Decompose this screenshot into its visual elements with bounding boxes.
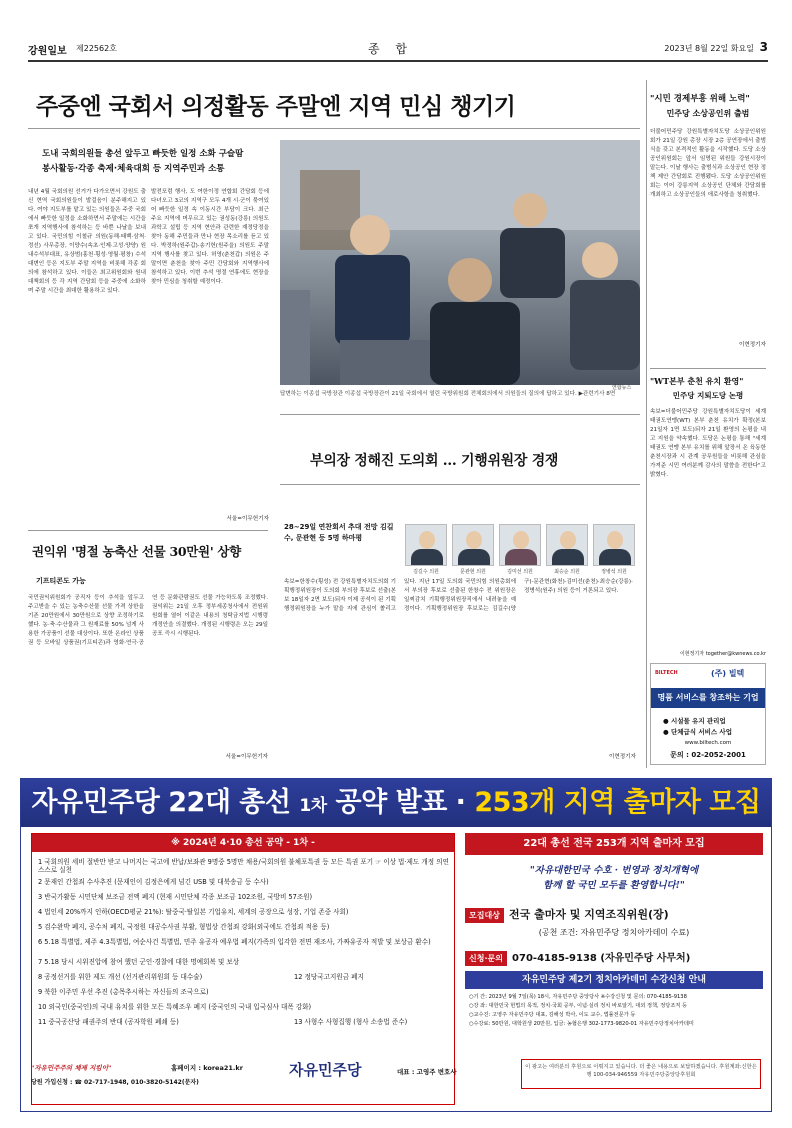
right-article1-body: 더불어민주당 강원특별자치도당 소상공인위원회가 21일 강원 총장 시장 2층 공연장에서 출범식을 갖고 본격적인 활동을 시작했다. 도당 소상공인위원회는 앞서 임명된 위원들 강원시장이 맡는다. 이날 행사는 출범식과 소상공인 현장 정책 제안 간담회로 진행됐다. 도당 소상공인위원회는 이어 강릉지역 소상공인 단체와 간담회를 개최하고 소상공인들의 애로사항을 청취했다.	[650, 129, 766, 198]
party-leader: 대표 : 고영주 변호사	[397, 1068, 457, 1076]
apply-row	[465, 946, 763, 966]
foot-slogan: "자유민주주의 체제 지킴이"	[31, 1064, 112, 1072]
headline-rule	[28, 128, 640, 129]
recruit-slogan-2: 함께 할 국민 모두를 환영합니다!"	[543, 880, 685, 891]
pledge-header: ※ 2024년 4·10 총선 공약 - 1차 -	[32, 834, 454, 852]
article2-headline: 부의장 정해진 도의회 … 기행위원장 경쟁	[310, 453, 559, 469]
banner-part-a: 자유민주당 22대 총선	[31, 787, 291, 818]
foot-contact: 당원 가입신청 : ☎ 02-717-1948, 010-3820-5142(문자)	[31, 1079, 199, 1086]
academy-info	[469, 993, 761, 1029]
main-headline: 주중엔 국회서 의정활동 주말엔 지역 민심 챙기기	[36, 93, 516, 120]
academy-item-2: ○강 좌: 대한민국 헌법의 목적, 정치·국회 공부, 이념·실리 정치 바로알기, 대외 정책, 정당조직 등	[469, 1003, 688, 1009]
donation-notice: 이 광고는 여러분의 후원으로 이뤄지고 있습니다. 더 좋은 내용으로 보답하겠습니다. 후원계좌:신한은행 100-034-946559 자유민주당중앙당후원회	[521, 1059, 761, 1089]
photo-credit: 연합뉴스	[612, 385, 632, 391]
article2-rule	[280, 414, 640, 415]
recruit-slogan-1: "자유대한민국 수호 · 번영과 정치개혁에	[529, 865, 699, 876]
issue-number: 제22562호	[76, 44, 117, 53]
ad-banner	[21, 779, 771, 827]
portrait-2	[452, 524, 494, 566]
main-byline: 서울=이무헌기자	[226, 516, 269, 522]
academy-item-1: ○기 간: 2023년 9월 7일(목) 18시, 자유민주당 중앙당사 ※수강신청 및 문의: 070-4185-9138	[469, 994, 687, 1000]
page-header	[28, 40, 768, 62]
pledge-8: 8 공정선거를 위한 제도 개선 (선거관리위원회 등 대수술)	[38, 973, 203, 981]
pledge-5: 5 검수완박 폐지, 공수처 폐지, 국정원 대공수사권 부활, 형법상 간첩죄 강화(외국에도 간첩죄 적용 등)	[38, 923, 330, 931]
pledge-12: 12 정당국고지원금 폐지	[294, 973, 364, 981]
right-article2-body: 속보=더불어민주당 강원특별자치도당이 세계태권도연맹(WT) 본부 춘천 유치가 확정(본보 21일자 1면 보도)되자 21일 환영의 논평을 내고 지원을 약속했다. 도당은 논평을 통해 "세계태권도 연맹 본부 유치를 위해 앞장서 온 육동한 춘천시장과 시 관계 공무원들을 비롯해 관심을 가져준 시민 여러분께 감사의 말씀을 전한다"고 밝혔다.	[650, 409, 766, 478]
banner-part-d: 253개 지역 출마자 모집	[474, 787, 761, 818]
recruit-target-row	[465, 903, 763, 923]
academy-header: 자유민주당 제2기 정치아카데미 수강신청 안내	[465, 971, 763, 989]
recruit-target: 전국 출마자 및 지역조직위원(장)	[509, 908, 669, 921]
pledge-11: 11 중국공산당 패권주의 반대 (공자학원 폐쇄 등)	[38, 1018, 179, 1026]
pledge-9: 9 북한 이주민 우선 추진 (총목추시하는 자신들의 조국으로)	[38, 988, 209, 996]
right-article2-subhead: 민주당 지퇴도당 논평	[672, 391, 744, 400]
photo-caption: 답변하는 이종섭 국방장관 이종섭 국방장관이 21일 국회에서 열린 국방위원회 전체회의에서 의원들의 질의에 답하고 있다. ▶관련기사 8면	[280, 391, 616, 397]
portrait-5	[593, 524, 635, 566]
portrait-4	[546, 524, 588, 566]
recruit-condition: (공천 조건: 자유민주당 정치아카데미 수료)	[538, 928, 690, 937]
recruit-header: 22대 총선 전국 253개 지역 출마자 모집	[465, 833, 763, 855]
right-article1-byline: 이현정기자	[738, 342, 766, 348]
party-logo: 자유민주당	[289, 1061, 362, 1079]
ad-phone: 문의 : 02-2052-2001	[670, 751, 746, 759]
article3-body: 국민권익위원회가 공직자 등이 추석을 앞두고 주고받을 수 있는 농축수산물 선물 가격 상한을 기존 20만원에서 30만원으로 상향 조정하기로 했다. 농·축·수산물과 그 원재료를 50% 넘게 사용한 가공품이 선물 대상이다. 또한 온라인 상품권 등 모바일 상품권(기프티콘)과 영화·연극·공연 등 문화관람권도 선물 가능하도록 조정했다. 권익위는 21일 오후 정부세종청사에서 전원위원회를 열어 이같은 내용의 청탁금지법 시행령 개정안을 의결했다. 개정된 시행령은 오는 29일 공포 즉시 시행된다.	[28, 595, 268, 646]
photo-illustration	[280, 140, 640, 385]
main-subhead-1: 도내 국회의원들 총선 앞두고 빠듯한 일정 소화 구슬땀	[42, 149, 244, 159]
foot-homepage[interactable]: 홈페이지 : korea21.kr	[171, 1064, 243, 1072]
right-col-divider	[646, 80, 647, 768]
party-ad	[20, 778, 772, 1112]
article2-faces	[405, 524, 637, 575]
right-article2-headline: "WT본부 춘천 유치 환영"	[650, 376, 744, 386]
ad-url[interactable]: www.biltech.com	[684, 740, 732, 746]
pledge-4: 4 법인세 20%까지 인하(OECD평균 21%): 탈중국·탈일본 기업유치, 세계의 공장으로 성장, 기업 존중 사회)	[38, 908, 349, 916]
banner-part-c: 공약 발표 ·	[335, 787, 475, 818]
portrait-caption-1: 김길수 의원	[413, 569, 439, 575]
main-article-col2: 발전포럼 행사, 도 여한이정 연합회 간담회 등에 다녀오고 3코의 지역구 모두 4개 시·군이 묶여있어 빠듯한 일정 속 이동시간 부담이 크다. 최근 주요 지역에 머무르고 있는 권성동(강릉) 의원도 과학고 설립 등 지역 현안과 관련한 재정당정을 찾아 동해 주민들과 만나 현장 목소리를 듣고 있다. 박정하(원주갑)·송기헌(원주을) 의원도 주말 지역 행사를 찾고 있다. 허영(춘천갑) 의원은 주말이면 춘천을 찾아 주민 간담회와 지역행사에 참석하고 있다. 이번 추석 명절 연휴에도 현장을 찾아 민심을 청취할 예정이다.	[151, 189, 269, 285]
recruit-label: 모집대상	[465, 908, 504, 923]
ad-item-1-text: 시설물 유지 관리업	[670, 717, 726, 725]
article2-body: 속보=한창수(횡성) 전 강원특별자치도의회 기획행정위원장이 도의회 부의장 후보로 선출(본보 18일자 2면 보도)되자 이제 공석이 된 기획행정위원장을 누가 맡을 지에 관심이 쏠리고 있다. 지난 17일 도의회 국민의힘 의원총회에서 부의장 후보로 선출된 한창수 전 위원장은 일찌감치 기획행정위원장직에서 내려놓을 예정이다. 기획행정위원장 후보로는 김길수(양구)·문관현(화천)·김미선(춘천)·최승순(강릉)·정병석(원주) 의원 등이 거론되고 있다.	[284, 579, 633, 612]
page-number: 3	[759, 40, 768, 54]
pledge-1: 1 국회의원 세비 절반만 받고 나머지는 국고에 반납/보좌관 9명중 5명만 채용/국회의원 불체포특권 등 모든 특권 포기 ☞ 이상 법·제도 개정 의연 스스로 실천	[38, 858, 449, 874]
article2-byline: 이현정기자	[608, 754, 636, 760]
right-article1-subhead: 민주당 소상공인위 출범	[666, 109, 750, 118]
main-subhead-2: 봉사활동·각종 축제·체육대회 등 지역주민과 소통	[42, 164, 225, 174]
academy-item-4: ○수강료: 50만원, 대학원생 20만원, 입금: 농협은행 302-1773-9820-01 자유민주당정치아카데미	[469, 1021, 694, 1027]
apply-phone[interactable]: 070-4185-9138 (자유민주당 사무처)	[512, 953, 691, 964]
pledge-2: 2 문재인 간첩죄 수사추진 (문재인이 김정은에게 넘긴 USB 및 대북송금 등 수사)	[38, 878, 269, 886]
ad-brand: (주) 빌텍	[711, 669, 745, 678]
portrait-caption-2: 문관현 의원	[460, 569, 486, 575]
article3-headline: 권익위 '명절 농축산 선물 30만원' 상향	[32, 544, 241, 559]
ad-item-2: ● 단체급식 서비스 사업	[663, 728, 732, 736]
article2-rule-2	[280, 484, 640, 485]
issue-date: 2023년 8월 22일 화요일	[664, 44, 754, 53]
portrait-caption-4: 최승순 의원	[554, 569, 580, 575]
section-title: 종 합	[368, 42, 413, 56]
portrait-1	[405, 524, 447, 566]
article2-subhead: 28~29일 연찬회서 추대 전망 김길수, 문관현 등 5명 하마평	[284, 523, 394, 542]
main-article-col1: 내년 4월 국회의원 선거가 다가오면서 강원도 출신 현역 국회의원들이 발걸음이 분주해지고 있다. 여야 지도부를 맡고 있는 의원들은 주중 국회에서 빠듯한 일정을 소화하면서 주말에는 시간을 쪼개 지역행사에 참석하는 등 바쁜 나날을 보내고 있다. 국민의힘 이철규 의원(동해·태백·삼척·정선) 사무총장, 이양수(속초·인제·고성·양양) 원내수석부대표, 유상범(홍천·횡성·영월·평창) 수석대변인 등은 지도부 주말 지역을 비롯해 각종 회의에 참석하고 있다. 이들은 최고위원회와 원내대책회의 등 각 지역 간담회 등을 주중에 소화하며 주말 시간을 최대한 활용하고 있다.	[28, 189, 146, 294]
ad-item-1: ● 시설물 유지 관리업	[663, 717, 726, 725]
right-article1-headline: "시민 경제부흥 위해 노력"	[650, 94, 750, 104]
apply-label: 신청·문의	[465, 951, 507, 966]
ad-item-2-text: 단체급식 서비스 사업	[670, 728, 732, 736]
pledge-10: 10 외국인(중국인)의 국내 유치를 위한 모든 특혜조우 폐지 (중국인의 국내 입국심사 대폭 강화)	[38, 1003, 312, 1011]
academy-item-3: ○교수진: 고영주 자유민주당 대표, 김해성 박사, 이도 교수, 법률전문가 등	[469, 1012, 636, 1018]
article3-subhead: 기프티콘도 가능	[36, 577, 86, 585]
pledge-7: 7 5.18 당시 시위진압에 참여 했던 군인·경찰에 대한 명예회복 및 보상	[38, 958, 240, 966]
pledge-6: 6 5.18 특별법, 제주 4.3특별법, 여순사건 특별법, 민주 유공자 예우법 폐지(가족의 입각한 전면 재조사, 가짜유공자 적발 및 보상금 환수)	[38, 938, 431, 946]
recruit-panel	[465, 833, 763, 966]
banner-part-b: 1차	[299, 796, 327, 816]
portrait-3	[499, 524, 541, 566]
news-photo	[280, 140, 640, 385]
article3-rule	[28, 530, 268, 531]
ad-brand-sub: BILTECH	[655, 670, 678, 676]
publication-name: 강원일보	[28, 46, 67, 57]
right-rule	[650, 368, 766, 369]
article3-byline: 서울=이무헌기자	[225, 754, 268, 760]
portrait-caption-5: 정병석 의원	[601, 569, 627, 575]
right-article2-byline: 이현정기자 together@kwnews.co.kr	[679, 651, 766, 657]
ad-headline: 명품 서비스를 창조하는 기업	[651, 688, 765, 708]
portrait-caption-3: 김미선 의원	[507, 569, 533, 575]
biltech-ad[interactable]	[650, 663, 766, 765]
pledge-3: 3 반국가활동 시민단체 보조금 전액 폐지 (현재 시민단체 각종 보조금 102조원, 국방비 57조원)	[38, 893, 313, 901]
pledge-13: 13 사형수 사형집행 (형사 소송법 준수)	[294, 1018, 408, 1026]
